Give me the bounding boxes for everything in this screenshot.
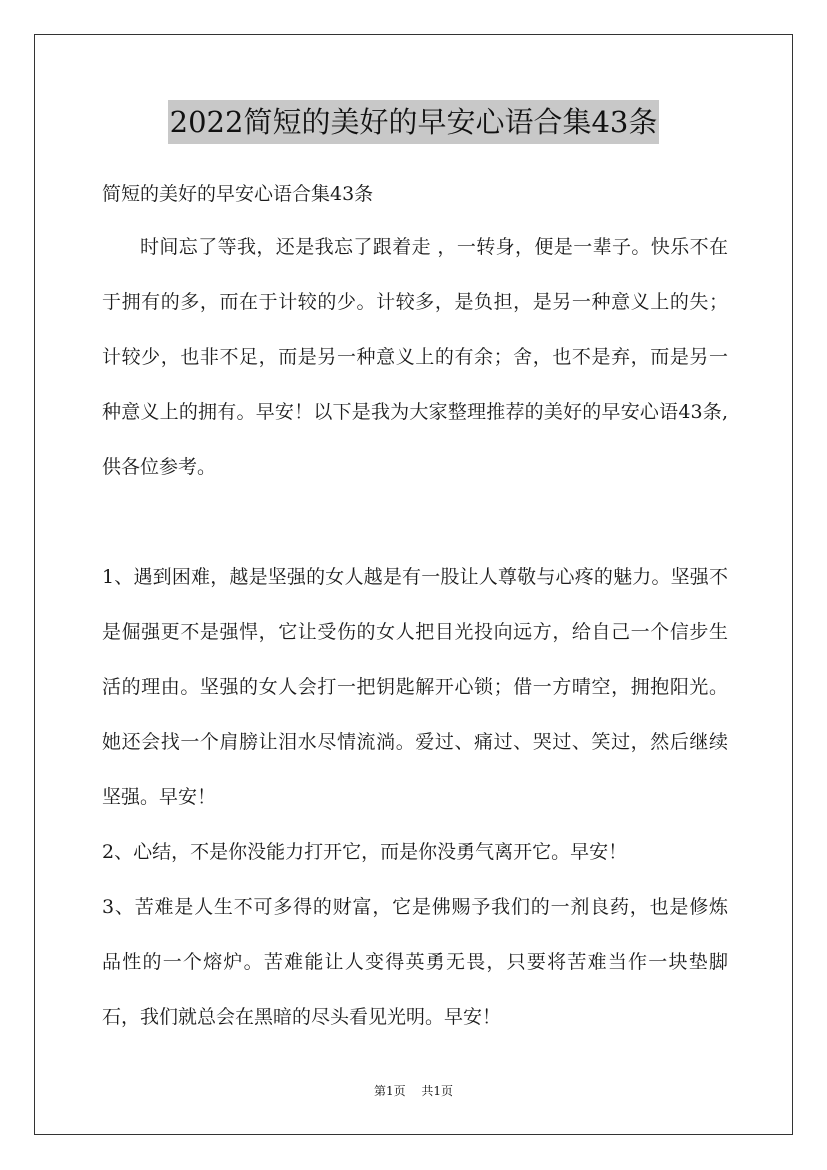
list-item-1: 1、遇到困难，越是坚强的女人越是有一股让人尊敬与心疼的魅力。坚强不是倔强更不是强悍，它让受伤的女人把目光投向远方，给自己一个信步生活的理由。坚强的女人会打一把钥匙解开心锁；借一方晴空，拥抱阳光。她还会找一个肩膀让泪水尽情流淌。爱过、痛过、哭过、笑过，然后继续坚强。早安！ bbox=[102, 566, 728, 808]
page-number: 第1页 bbox=[373, 1084, 406, 1098]
list-item-3: 3、苦难是人生不可多得的财富，它是佛赐予我们的一剂良药，也是修炼 品性的一个熔炉。苦难能让人变得英勇无畏，只要将苦难当作一块垫脚 石，我们就总会在黑暗的尽头看见光明。早安！ bbox=[102, 896, 728, 1028]
page-footer bbox=[0, 1082, 827, 1099]
page-total: 共1页 bbox=[421, 1084, 454, 1098]
intro-paragraph: 时间忘了等我，还是我忘了跟着走 ，一转身，便是一辈子。快乐不在于拥有的多，而在于计较的少。计较多，是负担，是另一种意义上的失；计较少，也非不足，而是另一种意义上的有余；舍，也不是弃，而是另一种意义上的拥有。早安！以下是我为大家整理推荐的美好的早安心语43条,供各位参考。 bbox=[102, 236, 728, 478]
document-subtitle: 简短的美好的早安心语合集43条 bbox=[102, 183, 374, 205]
title-container bbox=[0, 100, 827, 144]
list-item-2: 2、心结，不是你没能力打开它，而是你没勇气离开它。早安！ bbox=[102, 841, 628, 863]
document-title: 2022简短的美好的早安心语合集43条 bbox=[168, 100, 660, 144]
